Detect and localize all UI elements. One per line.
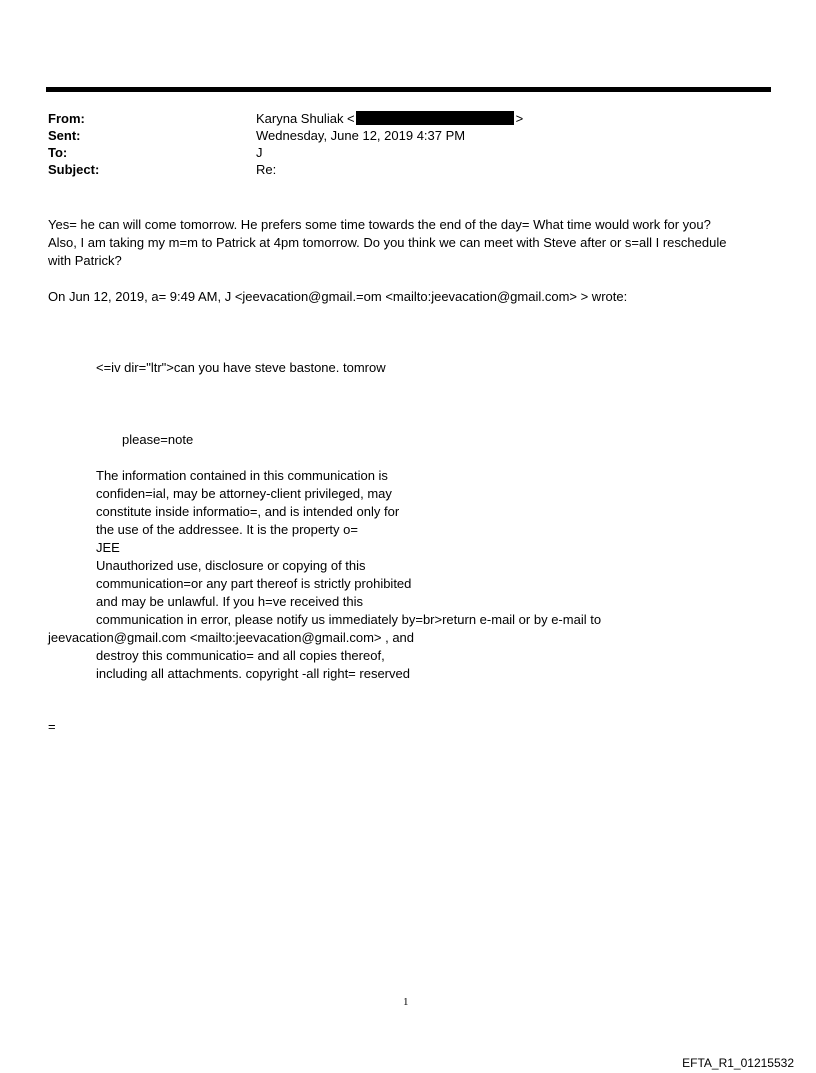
from-close: > bbox=[515, 111, 524, 126]
trailer-mark: = bbox=[48, 719, 56, 734]
please-note: please=note bbox=[122, 432, 194, 447]
disclaimer-line: communication=or any part thereof is strictly prohibited bbox=[96, 576, 412, 591]
disclaimer-line: JEE bbox=[96, 540, 120, 555]
disclaimer-line: communication in error, please notify us immediately by=br>return e-mail or by e-mail to bbox=[96, 612, 602, 627]
disclaimer-line: including all attachments. copyright -all right= reserved bbox=[96, 666, 410, 681]
sent-value: Wednesday, June 12, 2019 4:37 PM bbox=[256, 128, 466, 143]
disclaimer-line: constitute inside informatio=, and is intended only for bbox=[96, 504, 400, 519]
quoted-line: <=iv dir="ltr">can you have steve bastone. tomrow bbox=[96, 360, 386, 375]
message-line: with Patrick? bbox=[48, 253, 122, 268]
redaction-box bbox=[356, 111, 514, 125]
disclaimer-email-line: jeevacation@gmail.com <mailto:jeevacation@gmail.com> , and bbox=[48, 630, 415, 645]
page-number: 1 bbox=[403, 996, 409, 1008]
to-label: To: bbox=[48, 145, 68, 160]
disclaimer-line: destroy this communicatio= and all copies thereof, bbox=[96, 648, 385, 663]
header-rule bbox=[46, 87, 771, 92]
subject-value: Re: bbox=[256, 162, 277, 177]
disclaimer-line: the use of the addressee. It is the property o= bbox=[96, 522, 358, 537]
disclaimer-line: confiden=ial, may be attorney-client privileged, may bbox=[96, 486, 392, 501]
sent-label: Sent: bbox=[48, 128, 81, 143]
quote-header: On Jun 12, 2019, a= 9:49 AM, J <jeevacation@gmail.=om <mailto:jeevacation@gmail.com> > wrote: bbox=[48, 289, 628, 304]
subject-label: Subject: bbox=[48, 162, 100, 177]
disclaimer-line: Unauthorized use, disclosure or copying of this bbox=[96, 558, 366, 573]
from-label: From: bbox=[48, 111, 85, 126]
disclaimer-line: and may be unlawful. If you h=ve received this bbox=[96, 594, 364, 609]
from-value bbox=[256, 110, 523, 127]
bates-number: EFTA_R1_01215532 bbox=[682, 1056, 794, 1070]
message-line: Also, I am taking my m=m to Patrick at 4pm tomorrow. Do you think we can meet with Steve after or s=all I reschedule bbox=[48, 235, 727, 250]
to-value: J bbox=[256, 145, 263, 160]
from-name: Karyna Shuliak < bbox=[256, 111, 355, 126]
message-line: Yes= he can will come tomorrow. He prefers some time towards the end of the day= What time would work for you? bbox=[48, 217, 711, 232]
disclaimer-line: The information contained in this communication is bbox=[96, 468, 388, 483]
